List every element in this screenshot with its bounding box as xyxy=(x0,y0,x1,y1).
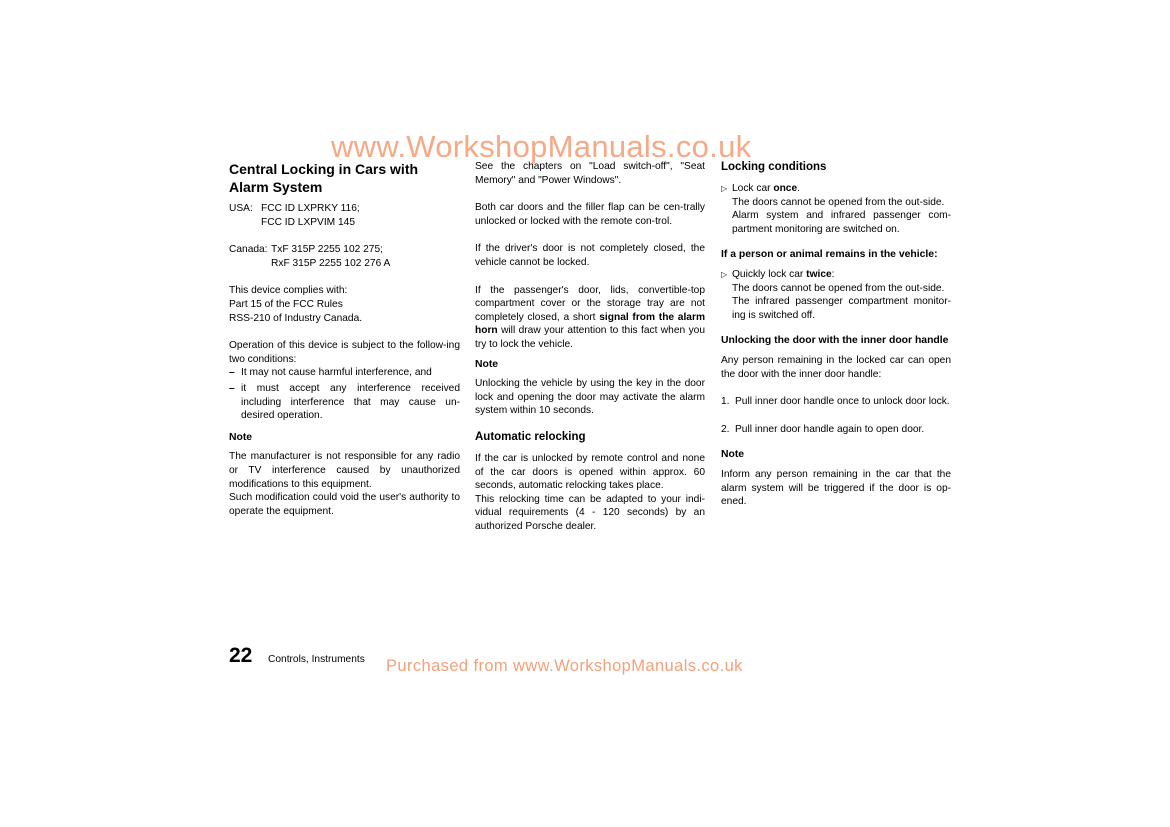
paragraph: Any person remaining in the locked car can open the door with the inner door handle: xyxy=(721,354,951,380)
condition-item: – it must accept any interference received including interference that may cause un-desired operation. xyxy=(229,382,460,422)
note-heading: Note xyxy=(229,431,253,443)
operation-text: Operation of this device is subject to the follow-ing two conditions: xyxy=(229,340,460,365)
paragraph: See the chapters on "Load switch-off", "Seat Memory" and "Power Windows". xyxy=(475,161,705,186)
canada-id-2: RxF 315P 2255 102 276 A xyxy=(271,257,391,269)
section-title: Central Locking in Cars with Alarm System xyxy=(229,161,419,195)
numbered-step: 1. Pull inner door handle once to unlock door lock. xyxy=(721,396,950,408)
note-text: Inform any person remaining in the car that the alarm system will be triggered if the door is op-ened. xyxy=(721,468,951,508)
condition-item: – It may not cause harmful interference, and xyxy=(229,367,432,379)
note-heading: Note xyxy=(475,358,499,370)
complies-item-1: Part 15 of the FCC Rules xyxy=(229,298,343,310)
step-item: ▷ Quickly lock car twice: The doors cannot be opened from the out-side. The infrared passenger compartment monitor-ing is switched off. xyxy=(721,268,951,321)
person-animal-heading: If a person or animal remains in the vehicle: xyxy=(721,249,938,261)
complies-text: This device complies with: xyxy=(229,285,348,297)
page-number: 22 xyxy=(229,644,253,667)
paragraph: This relocking time can be adapted to your indi-vidual requirements (4 - 120 seconds) by an authorized Porsche dealer. xyxy=(475,493,705,532)
unlocking-heading: Unlocking the door with the inner door handle xyxy=(721,335,949,347)
column-left xyxy=(229,160,460,518)
usa-id-1: FCC ID LXPRKY 116; xyxy=(261,203,360,214)
note-heading: Note xyxy=(721,449,745,461)
watermark-bottom: Purchased from www.WorkshopManuals.co.uk xyxy=(386,657,743,675)
paragraph: If the car is unlocked by remote control and none of the car doors is opened within approx. 60 seconds, automatic relocking takes place. xyxy=(475,452,705,492)
paragraph: If the driver's door is not completely closed, the vehicle cannot be locked. xyxy=(475,243,705,268)
column-right xyxy=(721,160,951,509)
alarm-horn-emphasis: signal from the alarm horn xyxy=(475,311,705,337)
paragraph: If the passenger's door, lids, convertible-top compartment cover or the storage tray are not completely closed, a short signal from the alarm horn will draw your attention to this fact when you try to lock the vehicle. xyxy=(475,284,705,350)
numbered-step: 2. Pull inner door handle again to open door. xyxy=(721,423,925,435)
paragraph: Both car doors and the filler flap can be cen-trally unlocked or locked with the remote con-trol. xyxy=(475,202,705,227)
step-item: ▷ Lock car once. The doors cannot be opened from the out-side. Alarm system and infrared passenger com-partment monitoring are switched on. xyxy=(721,183,951,235)
column-middle xyxy=(475,160,705,533)
relocking-heading: Automatic relocking xyxy=(475,430,586,443)
section-footer: Controls, Instruments xyxy=(268,654,365,665)
usa-label: USA: xyxy=(229,203,253,214)
triangle-right-icon: ▷ xyxy=(721,184,728,193)
fcc-id-usa xyxy=(229,202,460,229)
locking-conditions-heading: Locking conditions xyxy=(721,161,827,173)
triangle-right-icon: ▷ xyxy=(721,269,728,279)
note-text: Such modification could void the user's authority to operate the equipment. xyxy=(229,492,460,517)
complies-item-2: RSS-210 of Industry Canada. xyxy=(229,312,363,324)
note-text: Unlocking the vehicle by using the key in the door lock and opening the door may activate the alarm system within 10 seconds. xyxy=(475,378,705,417)
usa-id-2: FCC ID LXPVIM 145 xyxy=(261,216,355,228)
fcc-id-canada xyxy=(229,243,460,270)
watermark-top: www.WorkshopManuals.co.uk xyxy=(331,129,752,164)
canada-id-1: TxF 315P 2255 102 275; xyxy=(271,244,383,256)
note-text: The manufacturer is not responsible for any radio or TV interference caused by unauthorized modifications to this equipment. xyxy=(229,451,460,490)
canada-label: Canada: xyxy=(229,244,268,256)
